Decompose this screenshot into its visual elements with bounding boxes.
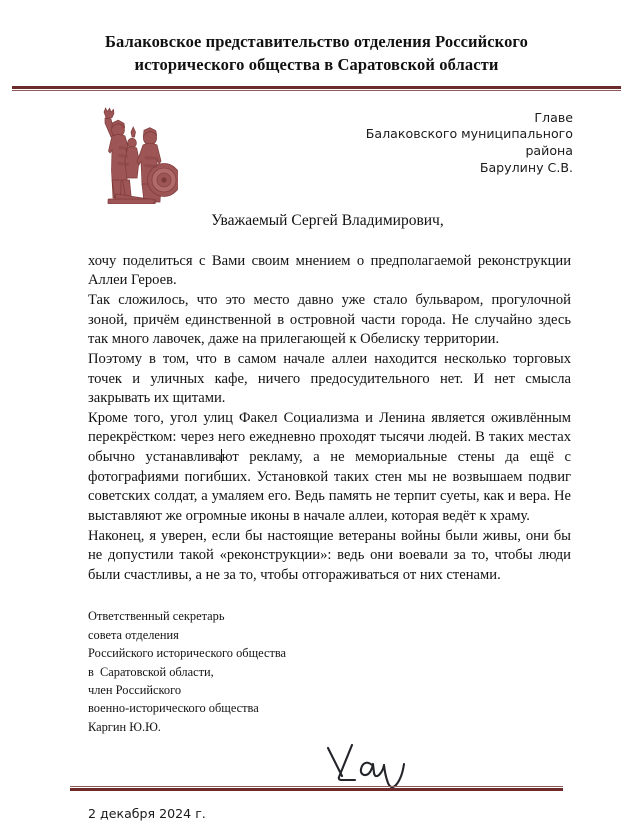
footer-divider bbox=[70, 786, 563, 792]
header-divider-thin bbox=[12, 90, 621, 91]
letterhead bbox=[0, 0, 633, 77]
body-paragraph-4 bbox=[88, 409, 571, 527]
signature-line-1: Ответственный секретарь bbox=[88, 609, 225, 624]
salutation: Уважаемый Сергей Владимирович, bbox=[211, 211, 444, 229]
addressee-line-1: Главе bbox=[534, 109, 573, 125]
addressee-line-2: Балаковского муниципального bbox=[365, 126, 573, 142]
body-paragraph-4-after-caret: ют рекламу, а не мемориальные стены да ещё с фотографиями погибших. Установкой таких стен мы не возвышаем подвиг советских солдат, а умаляем его. Ведь память не терпит суеты, как и вера. Не выставляют же огромные иконы в начале аллеи, которая ведёт к храму. bbox=[88, 449, 571, 524]
header-divider bbox=[12, 86, 621, 92]
footer-divider-thick bbox=[70, 788, 563, 791]
signature-line-2: совета отделения bbox=[88, 627, 179, 642]
addressee-line-4: Барулину С.В. bbox=[479, 159, 573, 175]
header-divider-thick bbox=[12, 86, 621, 89]
signature-line-3: Российского исторического общества bbox=[88, 646, 287, 661]
signature-line-5: член Российского bbox=[88, 682, 182, 697]
body-paragraph-1: хочу поделиться с Вами своим мнением о предполагаемой реконструкции Аллеи Героев. bbox=[88, 252, 571, 289]
organization-title-line-2: исторического общества в Саратовской области bbox=[134, 55, 499, 75]
body-paragraph-5: Наконец, я уверен, если бы настоящие ветераны войны были живы, они бы не допустили такой «реконструкции»: ведь они воевали за то, чтобы люди были счастливы, а не за то, чтобы отгораживаться от них стенами. bbox=[88, 527, 571, 583]
letter-body bbox=[88, 252, 571, 586]
signature-line-4: в Саратовской области, bbox=[88, 664, 214, 679]
emblem-and-addressee-row bbox=[0, 98, 633, 206]
signature-line-7: Каргин Ю.Ю. bbox=[88, 719, 161, 734]
monument-emblem-icon bbox=[82, 100, 178, 204]
addressee-block bbox=[323, 110, 573, 176]
signature-block bbox=[88, 607, 633, 736]
body-paragraph-4-before-caret: Кроме того, угол улиц Факел Социализма и Ленина является оживлённым перекрёстком: через него ежедневно проходят тысячи людей. В таких местах обычно устанавлива bbox=[88, 409, 571, 466]
organization-title bbox=[58, 30, 575, 77]
body-paragraph-3: Поэтому в том, что в самом начале аллеи находится несколько торговых точек и уличных кафе, ничего предосудительного нет. И нет смысла закрывать их щитами. bbox=[88, 350, 571, 407]
footer-divider-thin bbox=[70, 786, 563, 787]
body-paragraph-2: Так сложилось, что это место давно уже стало бульваром, прогулочной зоной, причём единственной в островной части города. Не случайно здесь так много лавочек, даже на прилегающей к Обелиску территории. bbox=[88, 292, 571, 348]
signature-line-6: военно-исторического общества bbox=[88, 701, 259, 716]
letter-date: 2 декабря 2024 г. bbox=[88, 805, 206, 821]
addressee-line-3: района bbox=[525, 143, 573, 159]
organization-title-line-1: Балаковское представительство отделения Российского bbox=[105, 32, 528, 51]
